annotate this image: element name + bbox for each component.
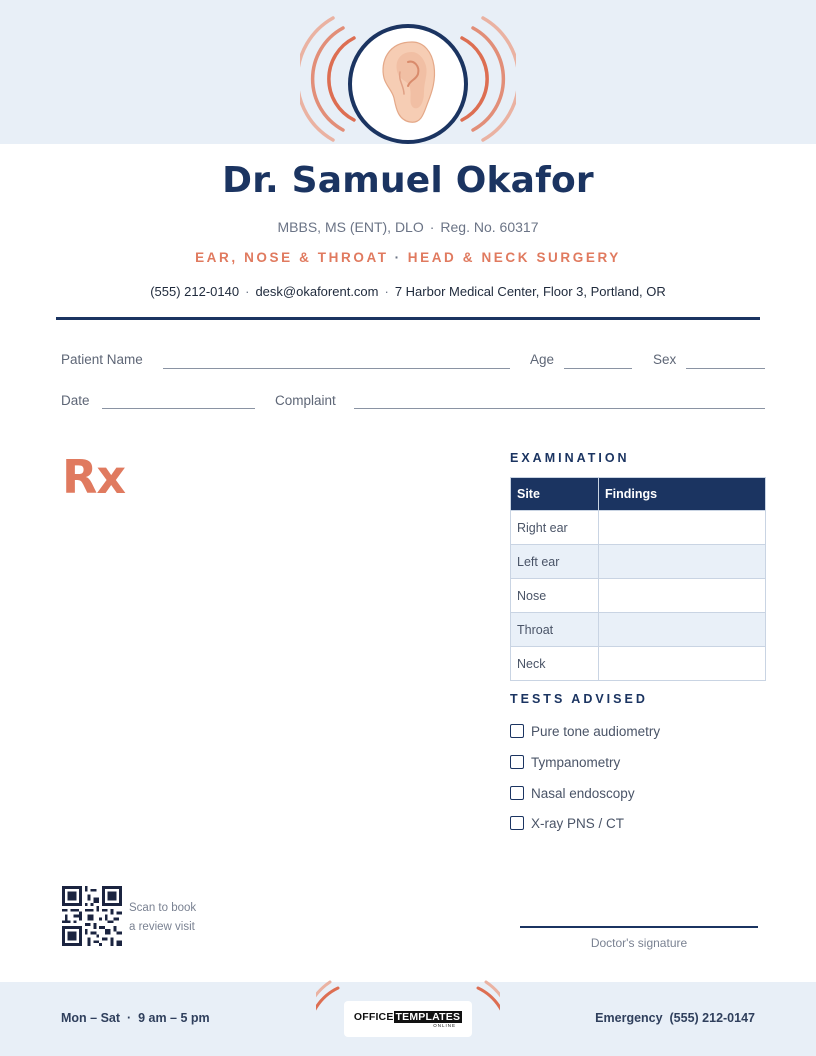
- contact-line: [0, 284, 816, 299]
- test-label: Tympanometry: [531, 754, 621, 770]
- findings-cell[interactable]: [599, 613, 766, 647]
- date-field[interactable]: [102, 408, 255, 409]
- specialty-line: [0, 250, 816, 265]
- separator: ·: [394, 250, 402, 265]
- sex-field[interactable]: [686, 368, 765, 369]
- site-cell: Throat: [511, 613, 599, 647]
- site-cell: Nose: [511, 579, 599, 613]
- test-item-tympanometry[interactable]: [510, 753, 620, 771]
- test-label: X-ray PNS / CT: [531, 815, 625, 831]
- specialty-secondary: HEAD & NECK SURGERY: [407, 250, 621, 265]
- table-header-row: [511, 478, 766, 511]
- separator: ·: [384, 284, 389, 299]
- specialty-primary: EAR, NOSE & THROAT: [195, 250, 389, 265]
- checkbox-icon[interactable]: [510, 786, 524, 800]
- registration-number: Reg. No. 60317: [440, 219, 539, 235]
- checkbox-icon[interactable]: [510, 816, 524, 830]
- findings-cell[interactable]: [599, 579, 766, 613]
- office-hours: Mon – Sat · 9 am – 5 pm: [61, 1011, 210, 1025]
- checkbox-icon[interactable]: [510, 724, 524, 738]
- badge-sub: ONLINE: [433, 1022, 456, 1028]
- table-row: [511, 579, 766, 613]
- table-row: [511, 613, 766, 647]
- rx-symbol: Rx: [62, 450, 126, 504]
- office-templates-badge[interactable]: [344, 1001, 472, 1037]
- site-cell: Right ear: [511, 511, 599, 545]
- test-item-audiometry[interactable]: [510, 722, 660, 740]
- column-header-site: Site: [511, 478, 599, 511]
- date-label: Date: [61, 393, 90, 408]
- complaint-field[interactable]: [354, 408, 765, 409]
- test-label: Pure tone audiometry: [531, 723, 661, 739]
- ear-logo: [300, 14, 516, 154]
- credentials-line: [0, 219, 816, 235]
- signature-line[interactable]: [520, 926, 758, 928]
- credentials: MBBS, MS (ENT), DLO: [277, 219, 424, 235]
- table-row: [511, 545, 766, 579]
- phone: (555) 212-0140: [150, 284, 240, 299]
- doctor-name: Dr. Samuel Okafor: [222, 160, 594, 201]
- qr-caption-line1: Scan to book: [129, 902, 197, 914]
- signature-label: Doctor's signature: [590, 936, 688, 950]
- site-cell: Neck: [511, 647, 599, 681]
- findings-cell[interactable]: [599, 511, 766, 545]
- separator: ·: [429, 219, 435, 235]
- qr-code-icon[interactable]: [62, 886, 122, 946]
- complaint-label: Complaint: [275, 393, 336, 408]
- test-item-nasal-endoscopy[interactable]: [510, 784, 635, 802]
- table-row: [511, 511, 766, 545]
- findings-cell[interactable]: [599, 647, 766, 681]
- table-row: [511, 647, 766, 681]
- test-item-xray[interactable]: [510, 814, 624, 832]
- email: desk@okaforent.com: [255, 284, 379, 299]
- badge-text: [354, 1011, 462, 1023]
- separator: ·: [245, 284, 250, 299]
- ear-icon: [300, 14, 516, 154]
- site-cell: Left ear: [511, 545, 599, 579]
- column-header-findings: Findings: [599, 478, 766, 511]
- age-label: Age: [530, 352, 555, 367]
- address: 7 Harbor Medical Center, Floor 3, Portland, OR: [394, 284, 666, 299]
- examination-table: [510, 477, 766, 681]
- examination-title: EXAMINATION: [510, 451, 630, 465]
- checkbox-icon[interactable]: [510, 755, 524, 769]
- header-divider: [56, 317, 760, 320]
- emergency-number: Emergency (555) 212-0147: [595, 1011, 755, 1025]
- sex-label: Sex: [653, 352, 677, 367]
- patient-name-field[interactable]: [163, 368, 510, 369]
- qr-caption: [129, 899, 196, 937]
- age-field[interactable]: [564, 368, 632, 369]
- test-label: Nasal endoscopy: [531, 785, 635, 801]
- qr-caption-line2: a review visit: [129, 921, 195, 933]
- badge-right: TEMPLATES: [395, 1010, 461, 1023]
- findings-cell[interactable]: [599, 545, 766, 579]
- tests-title: TESTS ADVISED: [510, 692, 648, 706]
- patient-name-label: Patient Name: [61, 352, 143, 367]
- badge-left: OFFICE: [353, 1010, 394, 1023]
